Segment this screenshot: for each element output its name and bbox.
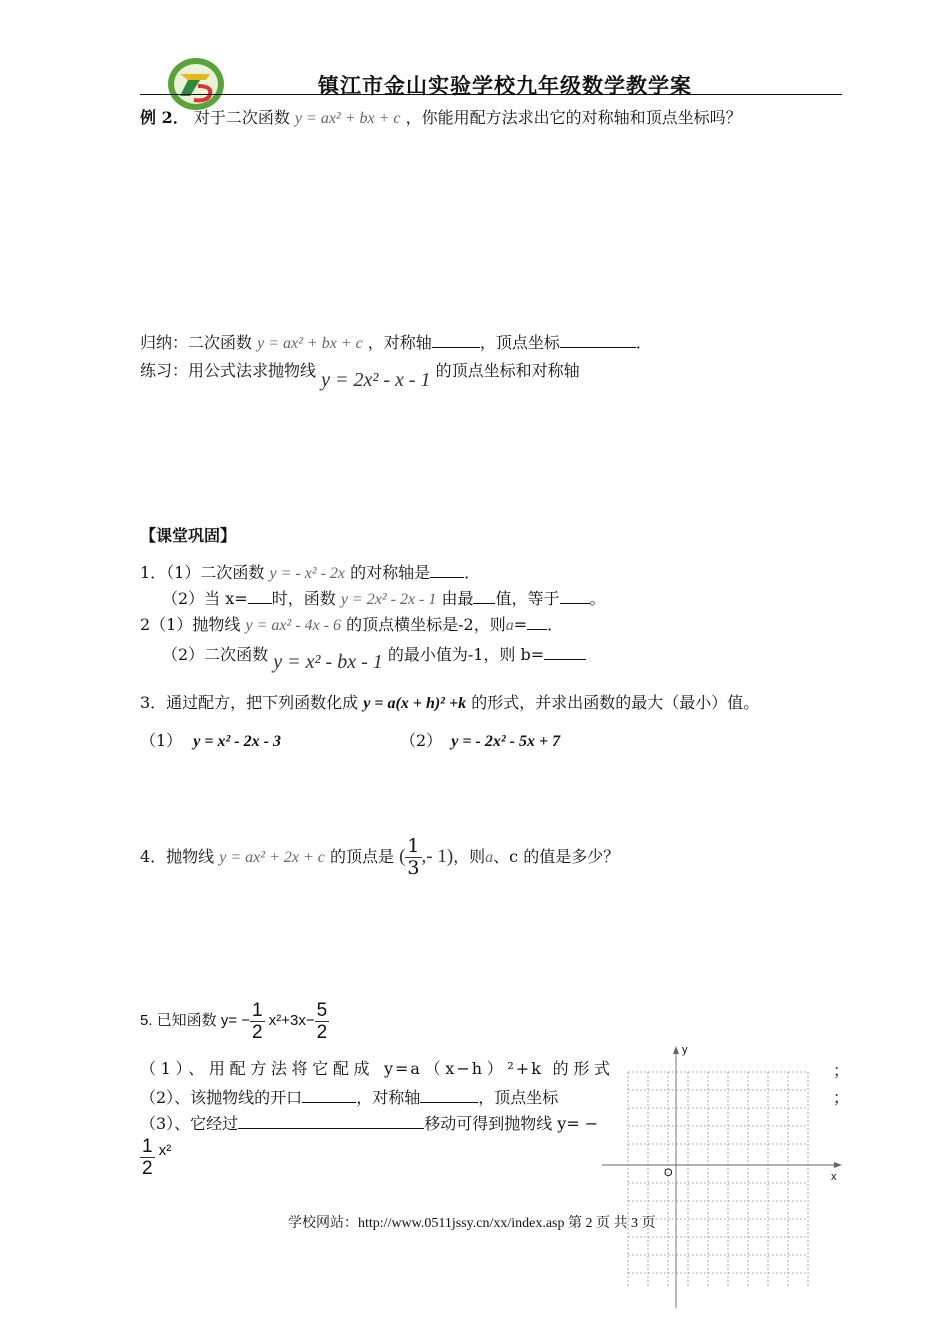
q5-line-2-end: ； <box>833 1088 850 1107</box>
q1-p1-text: 1．（1）二次函数 <box>140 563 265 582</box>
summary-vertex-blank[interactable] <box>560 331 636 348</box>
q5-fraction-1-den: 2 <box>252 1021 263 1043</box>
q4-vertex-label: 的顶点是 <box>329 847 394 866</box>
q4-equation: y = ax² + 2x + c <box>219 849 325 866</box>
q5-line-2 <box>140 1086 558 1108</box>
q5-line-1-end: ； <box>833 1061 850 1080</box>
q4-text: 4．抛物线 <box>140 847 215 866</box>
q4-point-rest: ,- 1) <box>421 846 454 867</box>
q3-sub-2-label: （2） <box>400 731 443 750</box>
section-title: 【课堂巩固】 <box>140 526 237 545</box>
q4-variable: a <box>485 849 494 866</box>
q5-line-2-vertex: ，顶点坐标 <box>478 1088 559 1107</box>
q5-text: 5. 已知函数 y= <box>140 1012 238 1029</box>
example-2-equation: y = ax² + bx + c <box>294 110 401 127</box>
q1-p2-text-d: 值，等于 <box>495 589 560 608</box>
x-axis-label: x <box>831 1171 837 1183</box>
example-2-text: 对于二次函数 <box>193 108 290 127</box>
q5-mid: x²+3x− <box>268 1012 315 1029</box>
q5-fraction-3-num: 1 <box>142 1136 153 1157</box>
practice-line <box>140 360 580 391</box>
q2-p1-text: 2（1）抛物线 <box>140 615 241 634</box>
q2-p2-question: 的最小值为-1，则 b= <box>387 645 545 664</box>
practice-equation: y = 2x² - x - 1 <box>321 369 431 391</box>
summary-line <box>140 331 652 354</box>
q5-axis-blank[interactable] <box>420 1086 478 1103</box>
summary-text: 归纳：二次函数 <box>140 333 253 352</box>
footer: 学校网站：http://www.0511jssy.cn/xx/index.asp 第 2 页 共 3 页 <box>288 1216 656 1231</box>
q4-paren: ( <box>399 846 406 867</box>
q1-p2-end: 。 <box>589 589 606 608</box>
question-3 <box>140 693 759 714</box>
q5-tail: x² <box>158 1142 172 1160</box>
summary-vertex-label: ，顶点坐标 <box>479 333 560 352</box>
q1-p2-blank-value[interactable] <box>560 587 590 604</box>
q1-p2-blank-x[interactable] <box>248 587 272 604</box>
q2-p2-equation: y = x² - bx - 1 <box>273 651 383 673</box>
school-logo <box>166 56 226 112</box>
q1-p2-text-c: 由最 <box>441 589 474 608</box>
q4-fraction-num: 1 <box>407 835 420 857</box>
example-2-label: 例 2． <box>140 108 189 127</box>
q2-p2-text: （2）二次函数 <box>162 645 269 664</box>
question-2-part-1 <box>140 613 563 636</box>
question-1-part-2 <box>162 587 606 610</box>
q5-minus: − <box>241 1012 251 1029</box>
header-title: 镇江市金山实验学校九年级数学教学案 <box>318 73 692 98</box>
q4-question: 、c 的值是多少？ <box>493 847 620 866</box>
y-axis-label: y <box>682 1044 688 1056</box>
question-5 <box>140 998 329 1044</box>
q5-fraction-2-den: 2 <box>316 1021 328 1043</box>
q5-line-4 <box>140 1136 171 1179</box>
q1-p2-text: （2）当 x= <box>162 589 248 608</box>
origin-label: O <box>664 1167 673 1179</box>
q5-line-3-target: 移动可得到抛物线 y= − <box>424 1114 599 1133</box>
q4-fraction <box>405 836 421 879</box>
example-2 <box>140 108 742 129</box>
q5-line-2-text: （2）、该抛物线的开口 <box>140 1088 303 1107</box>
q2-p1-equation: y = ax² - 4x - 6 <box>245 617 342 634</box>
q2-p1-blank[interactable] <box>527 613 547 630</box>
question-1-part-1 <box>140 561 480 584</box>
header-rule <box>140 94 842 95</box>
q5-fraction-1-num: 1 <box>252 999 263 1021</box>
q4-then: ，则 <box>453 847 486 866</box>
q3-sub-1-label: （1） <box>140 731 183 750</box>
q3-text: 3．通过配方，把下列函数化成 <box>140 693 359 712</box>
summary-axis-label: ，对称轴 <box>367 333 432 352</box>
q4-fraction-den: 3 <box>407 857 420 879</box>
example-2-question: ，你能用配方法求出它的对称轴和顶点坐标吗？ <box>405 108 742 127</box>
q5-fraction-1 <box>250 1000 265 1043</box>
q2-p1-variable: a <box>505 617 514 634</box>
q5-fraction-2-num: 5 <box>316 999 328 1021</box>
q3-sub-1-equation: y = x² - 2x - 3 <box>193 733 281 750</box>
q2-p2-blank[interactable] <box>544 643 586 660</box>
q2-p1-end: ． <box>547 615 564 634</box>
q5-opening-blank[interactable] <box>302 1086 356 1103</box>
q1-p2-equation: y = 2x² - 2x - 1 <box>340 591 437 608</box>
q1-p2-text-b: 时，函数 <box>271 589 336 608</box>
q5-line-3 <box>140 1112 598 1134</box>
q2-p1-question: 的顶点横坐标是-2，则 <box>346 615 506 634</box>
q5-line-3-text: （3）、它经过 <box>140 1114 239 1133</box>
q5-line-2-axis: ，对称轴 <box>356 1088 421 1107</box>
summary-end: ． <box>635 333 652 352</box>
q3-equation: y = a(x + h)² +k <box>363 695 467 712</box>
q3-sub-2-equation: y = - 2x² - 5x + 7 <box>451 733 561 750</box>
q3-question: 的形式，并求出函数的最大（最小）值。 <box>471 693 760 712</box>
practice-text: 练习：用公式法求抛物线 <box>140 361 317 380</box>
summary-axis-blank[interactable] <box>432 331 480 348</box>
q1-p1-question: 的对称轴是 <box>350 563 431 582</box>
q5-fraction-3-den: 2 <box>142 1158 153 1179</box>
q5-fraction-3 <box>140 1136 155 1179</box>
q5-line-1: （1）、用配方法将它配成 y=a（x−h）²+k 的形式 <box>140 1059 612 1078</box>
question-2-part-2 <box>162 643 586 673</box>
q1-p1-equation: y = - x² - 2x <box>269 565 346 582</box>
question-4 <box>140 835 619 880</box>
q1-p1-end: ． <box>464 563 481 582</box>
coordinate-grid[interactable] <box>600 1040 850 1310</box>
q3-sub-1 <box>140 731 281 752</box>
q5-fraction-2 <box>315 1000 330 1043</box>
q2-p1-equals: = <box>513 615 528 634</box>
q5-move-blank[interactable] <box>238 1112 424 1129</box>
q3-sub-2 <box>400 731 560 752</box>
q1-p2-blank-extreme[interactable] <box>473 587 495 604</box>
summary-equation: y = ax² + bx + c <box>257 335 363 352</box>
q1-p1-blank[interactable] <box>430 561 464 578</box>
practice-question: 的顶点坐标和对称轴 <box>435 361 580 380</box>
